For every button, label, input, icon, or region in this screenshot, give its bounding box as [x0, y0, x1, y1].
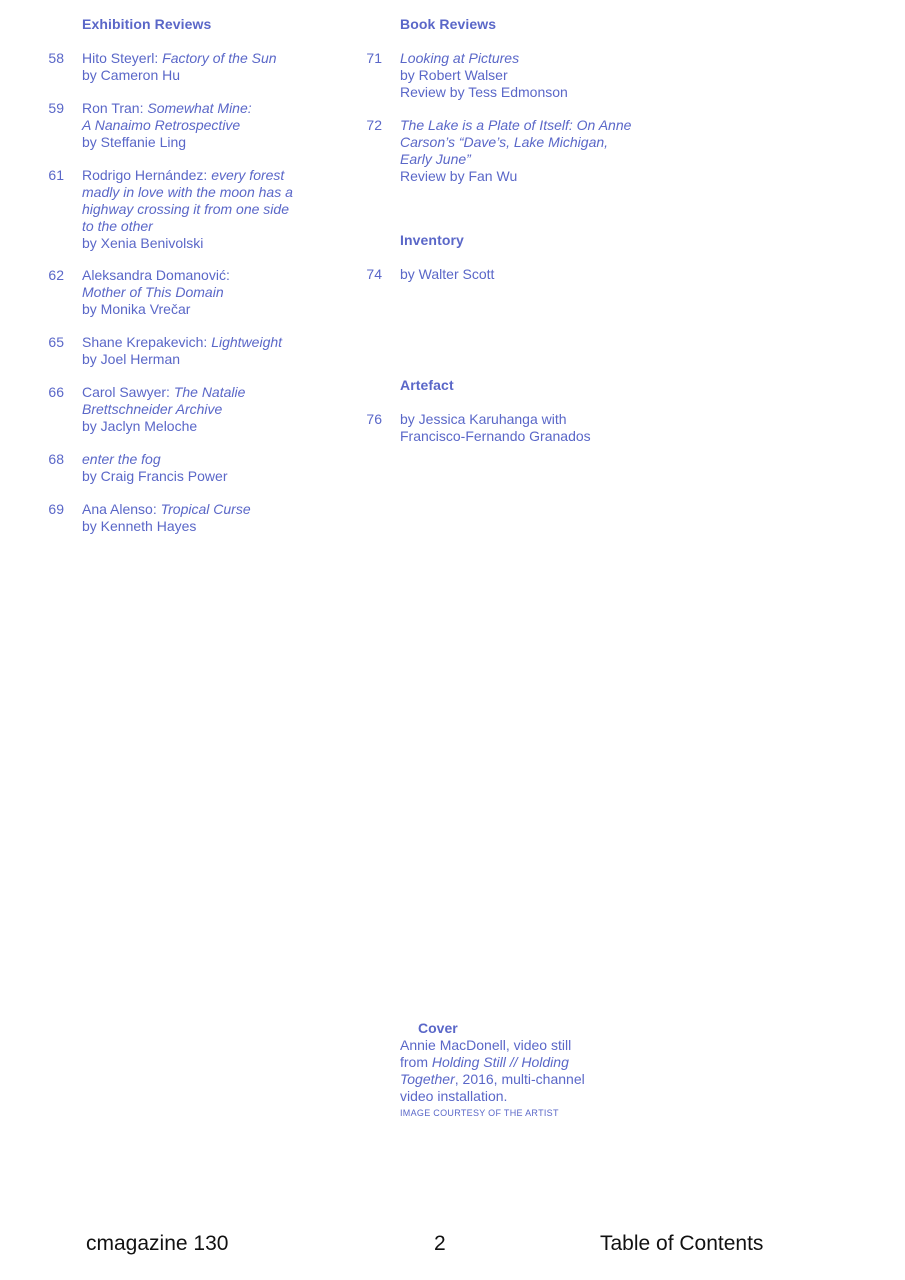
page-number: 71	[366, 50, 382, 66]
page-number: 62	[48, 267, 64, 283]
entry-line: by Jaclyn Meloche	[82, 418, 198, 434]
entry-line: enter the fog	[82, 451, 161, 467]
entry-line: Review by Fan Wu	[400, 168, 518, 184]
page-number: 61	[48, 167, 64, 183]
entry-line: Hito Steyerl: Factory of the Sun	[82, 50, 277, 66]
page-number: 74	[366, 266, 382, 282]
entry-line: by Craig Francis Power	[82, 468, 228, 484]
entry-line: Francisco-Fernando Granados	[400, 428, 591, 444]
entry-line: The Lake is a Plate of Itself: On Anne	[400, 117, 632, 133]
entry-line: Looking at Pictures	[400, 50, 520, 66]
entry-text	[82, 167, 293, 252]
entry-text	[82, 100, 252, 151]
entry-text	[82, 267, 230, 318]
entry-text	[82, 384, 245, 435]
entry-line: Review by Tess Edmonson	[400, 84, 568, 100]
entry-line: Carol Sawyer: The Natalie	[82, 384, 246, 400]
entry-text	[400, 266, 494, 283]
cover-caption	[400, 1037, 585, 1105]
entry-line: by Jessica Karuhanga with	[400, 411, 567, 427]
entry-line: video installation.	[400, 1088, 508, 1104]
entry-text	[400, 50, 568, 101]
entry-line: Ana Alenso: Tropical Curse	[82, 501, 251, 517]
entry-line: Mother of This Domain	[82, 284, 224, 300]
entry-line: by Steffanie Ling	[82, 134, 187, 150]
entry-line: to the other	[82, 218, 153, 234]
section-title-exhibition-reviews: Exhibition Reviews	[82, 16, 212, 32]
page-number: 59	[48, 100, 64, 116]
page-number: 76	[366, 411, 382, 427]
footer-magazine-issue: cmagazine 130	[86, 1232, 229, 1255]
entry-line: by Kenneth Hayes	[82, 518, 197, 534]
page-number: 58	[48, 50, 64, 66]
page-number: 69	[48, 501, 64, 517]
page-number: 68	[48, 451, 64, 467]
entry-text	[82, 334, 282, 368]
entry-text	[82, 50, 277, 84]
section-title-inventory: Inventory	[400, 232, 464, 248]
entry-line: highway crossing it from one side	[82, 201, 289, 217]
entry-line: Aleksandra Domanović:	[82, 267, 230, 283]
section-title-book-reviews: Book Reviews	[400, 16, 497, 32]
entry-line: by Cameron Hu	[82, 67, 181, 83]
section-title-artefact: Artefact	[400, 377, 454, 393]
entry-line: Ron Tran: Somewhat Mine:	[82, 100, 252, 116]
footer-page-number: 2	[434, 1232, 446, 1255]
cover-credit: IMAGE COURTESY OF THE ARTIST	[400, 1108, 559, 1118]
entry-line: by Xenia Benivolski	[82, 235, 204, 251]
entry-text	[400, 411, 591, 445]
entry-line: Annie MacDonell, video still	[400, 1037, 572, 1053]
entry-text	[82, 451, 228, 485]
entry-line: A Nanaimo Retrospective	[82, 117, 241, 133]
entry-line: Early June”	[400, 151, 471, 167]
entry-line: by Walter Scott	[400, 266, 495, 282]
page-number: 72	[366, 117, 382, 133]
cover-title: Cover	[418, 1020, 458, 1036]
page-number: 66	[48, 384, 64, 400]
entry-line: by Joel Herman	[82, 351, 181, 367]
entry-line: Carson’s “Dave’s, Lake Michigan,	[400, 134, 609, 150]
entry-line: Rodrigo Hernández: every forest	[82, 167, 285, 183]
entry-line: madly in love with the moon has a	[82, 184, 293, 200]
entry-line: Together, 2016, multi-channel	[400, 1071, 585, 1087]
entry-line: Brettschneider Archive	[82, 401, 223, 417]
entry-line: by Robert Walser	[400, 67, 508, 83]
entry-line: from Holding Still // Holding	[400, 1054, 569, 1070]
page-number: 65	[48, 334, 64, 350]
entry-text	[82, 501, 251, 535]
entry-text	[400, 117, 631, 185]
footer-section-name: Table of Contents	[600, 1232, 764, 1255]
entry-line: Shane Krepakevich: Lightweight	[82, 334, 283, 350]
entry-line: by Monika Vrečar	[82, 301, 191, 317]
